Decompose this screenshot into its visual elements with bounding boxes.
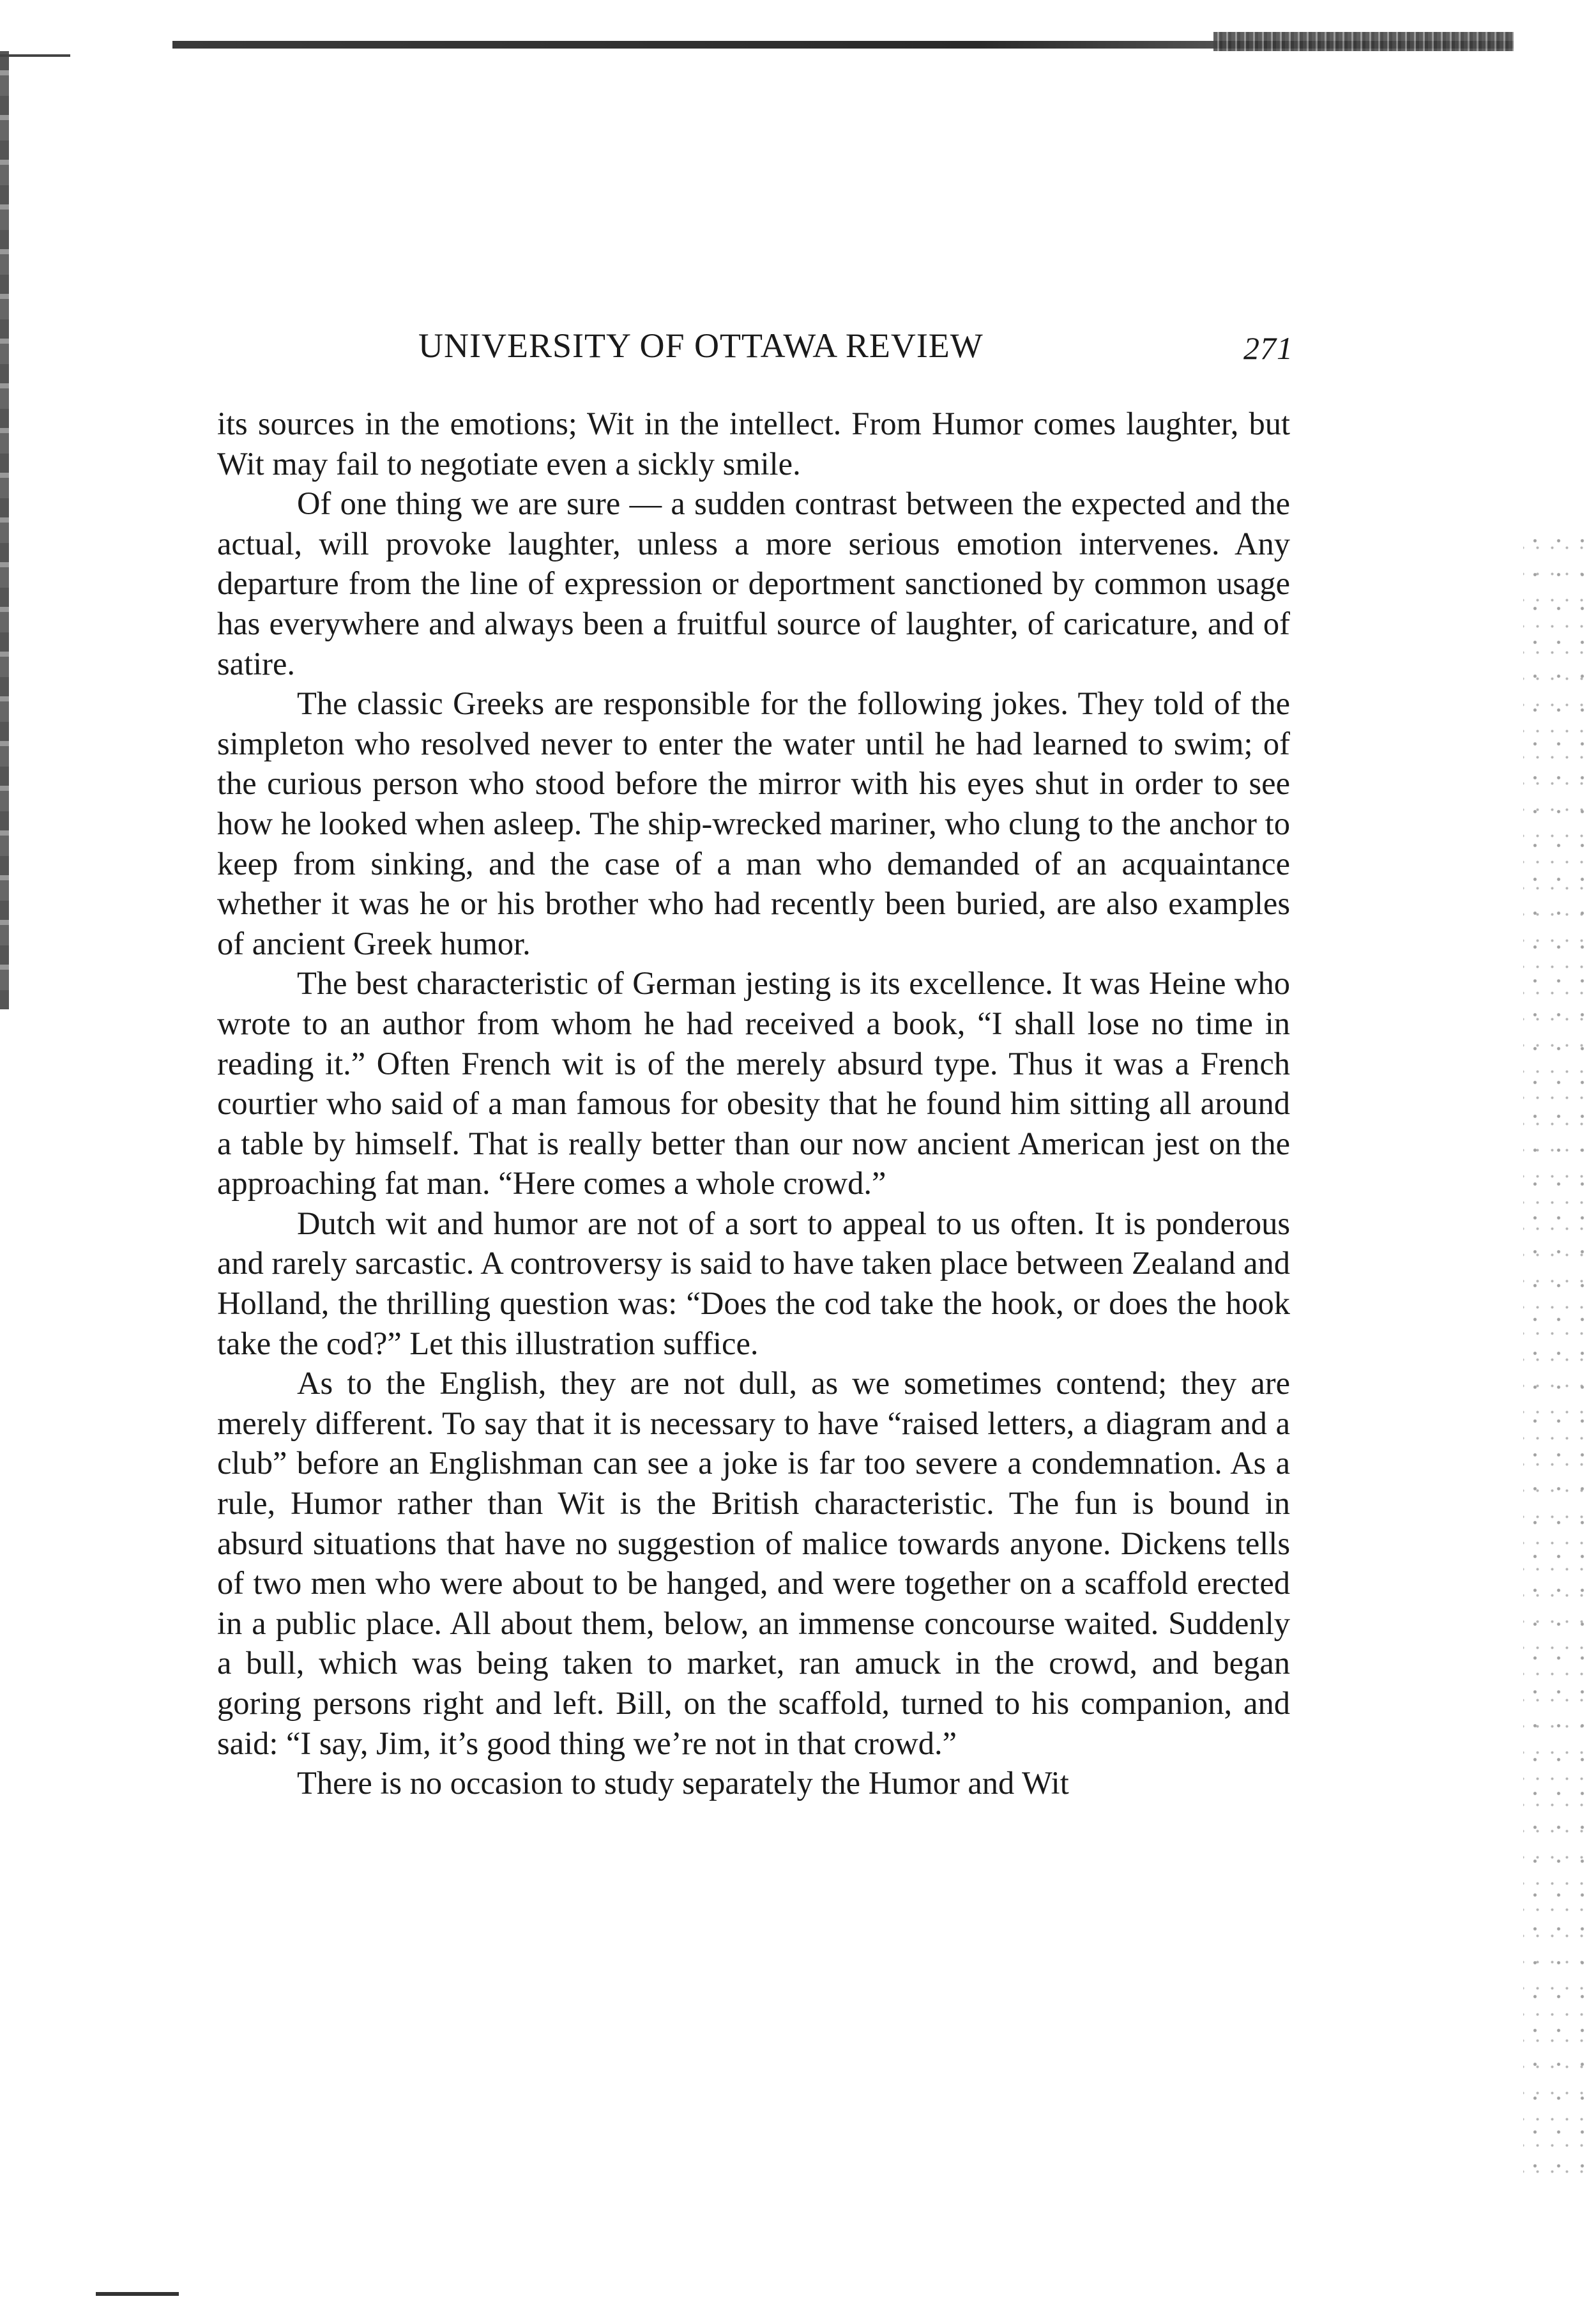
running-title: UNIVERSITY OF OTTAWA REVIEW xyxy=(418,326,984,365)
right-margin-speckles xyxy=(1523,524,1587,2185)
left-binding-edge xyxy=(0,51,9,1009)
bottom-scan-tick xyxy=(96,2292,179,2296)
paragraph: Dutch wit and humor are not of a sort to appeal to us often. It is ponderous and rarely sarcastic. A controversy is said to have taken place between Zealand and Holland, the thrilling question was: “Does the cod take the hook, or does the hook take the cod?” Let this illustration suffice. xyxy=(217,1205,1290,1361)
paragraph: its sources in the emotions; Wit in the intellect. From Humor comes laughter, but Wit may fail to negotiate even a sickly smile. xyxy=(217,406,1290,482)
paragraph: The best characteristic of German jesting is its excellence. It was Heine who wrote to an author from whom he had received a book, “I shall lose no time in reading it.” Often French wit is of the merely absurd type. Thus it was a French courtier who said of a man famous for obesity that he found him sitting all around a table by himself. That is really better than our now ancient American jest on the approaching fat man. “Here comes a whole crowd.” xyxy=(217,965,1290,1202)
paragraph: There is no occasion to study separately the Humor and Wit xyxy=(297,1765,1069,1801)
left-scan-tick xyxy=(0,54,70,57)
paragraph: Of one thing we are sure — a sudden contrast between the expected and the actual, will provoke laughter, unless a more serious emotion intervenes. Any departure from the line of expression or deportment sanctioned by common usage has everywhere and always been a fruitful source of laughter, of caricature, and of satire. xyxy=(217,485,1290,682)
body-text xyxy=(217,404,1290,1803)
page-header xyxy=(418,326,1293,371)
paragraph: The classic Greeks are responsible for the following jokes. They told of the simpleton who resolved never to enter the water until he had learned to swim; of the curious person who stood before the mirror with his eyes shut in order to see how he looked when asleep. The ship-wrecked mariner, who clung to the anchor to keep from sinking, and the case of a man who demanded of an acquaintance whether it was he or his brother who had recently been buried, are also examples of ancient Greek humor. xyxy=(217,685,1290,961)
top-scan-edge xyxy=(1213,32,1514,51)
page-number: 271 xyxy=(1243,330,1293,366)
paragraph: As to the English, they are not dull, as we sometimes contend; they are merely different. To say that it is necessary to have “raised letters, a diagram and a club” before an Englishman can see a joke is far too severe a condemnation. As a rule, Humor rather than Wit is the British characteristic. The fun is bound in absurd situations that have no suggestion of malice towards anyone. Dickens tells of two men who were about to be hanged, and were together on a scaffold erected in a public place. All about them, below, an immense concourse waited. Suddenly a bull, which was being taken to market, ran amuck in the crowd, and began goring persons right and left. Bill, on the scaffold, turned to his companion, and said: “I say, Jim, it’s good thing we’re not in that crowd.” xyxy=(217,1365,1290,1761)
